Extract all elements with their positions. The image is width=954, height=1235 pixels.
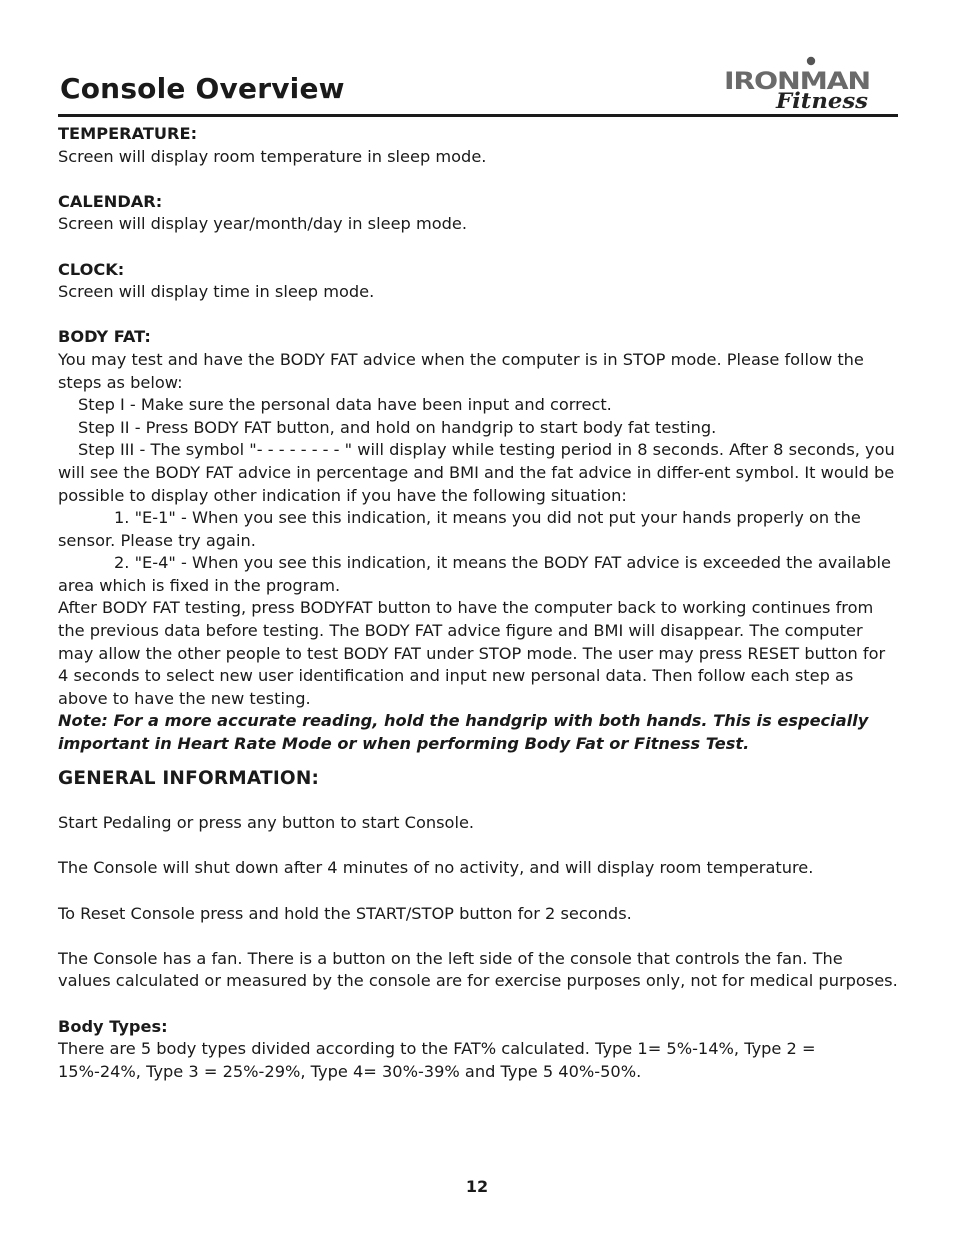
body-fat-item-e1: 1. "E-1" - When you see this indication, it means you did not put your hands properly on the sensor. Please try again.	[58, 508, 861, 550]
body-fat-heading: BODY FAT:	[58, 327, 151, 347]
body-fat-step-3: Step III - The symbol "- - - - - - - - " will display while testing period in 8 seconds. After 8 seconds, you will see the BODY FAT advice in percentage and BMI and the fat advice in differ-ent symbol. It would be possible to display other indication if you have the following situation:	[58, 440, 895, 505]
temperature-text: Screen will display room temperature in sleep mode.	[58, 146, 487, 166]
page-number: 12	[465, 1177, 489, 1196]
temperature-heading: TEMPERATURE:	[58, 124, 198, 143]
general-info-p2: The Console will shut down after 4 minutes of no activity, and will display room temperature.	[58, 858, 814, 878]
body-fat-intro: You may test and have the BODY FAT advice when the computer is in STOP mode. Please follow the steps as below:	[58, 349, 864, 392]
body-types-text: There are 5 body types divided according to the FAT% calculated. Type 1= 5%-14%, Type 2 = 15%-24%, Type 3 = 25%-29%, Type 4= 30%-39% and Type 5 40%-50%.	[58, 1039, 816, 1081]
body-fat-item-e4: 2. "E-4" - When you see this indication, it means the BODY FAT advice is exceeded the available area which is fixed in the program.	[58, 553, 891, 595]
general-info-p1: Start Pedaling or press any button to start Console.	[58, 813, 475, 833]
calendar-text: Screen will display year/month/day in sleep mode.	[58, 214, 468, 234]
body-fat-step-1: Step I - Make sure the personal data have been input and correct.	[78, 395, 612, 415]
calendar-heading: CALENDAR:	[58, 191, 163, 211]
page-content	[58, 123, 898, 1083]
general-information-heading: GENERAL INFORMATION:	[58, 767, 320, 789]
clock-text: Screen will display time in sleep mode.	[58, 282, 375, 302]
body-fat-after: After BODY FAT testing, press BODYFAT button to have the computer back to working continues from the previous data before testing. The BODY FAT advice figure and BMI will disappear. The computer may allow the other people to test BODY FAT under STOP mode. The user may press RESET button for 4 seconds to select new user identification and input new personal data. Then follow each step as above to have the new testing.	[58, 598, 886, 708]
page-header	[58, 56, 898, 117]
ironman-fitness-logo	[724, 56, 872, 114]
general-info-p3: To Reset Console press and hold the START/STOP button for 2 seconds.	[58, 903, 632, 923]
general-info-p4: The Console has a fan. There is a button on the left side of the console that controls the fan. The values calculated or measured by the console are for exercise purposes only, not for medical purposes.	[58, 948, 898, 991]
body-types-heading: Body Types:	[58, 1016, 168, 1036]
svg-text:IRONMAN: IRONMAN	[724, 67, 870, 95]
body-fat-note: Note: For a more accurate reading, hold the handgrip with both hands. This is especially important in Heart Rate Mode or when performing Body Fat or Fitness Test.	[58, 711, 869, 754]
page-title: Console Overview	[60, 72, 345, 105]
svg-text:Fitness: Fitness	[774, 88, 869, 113]
body-fat-step-2: Step II - Press BODY FAT button, and hold on handgrip to start body fat testing.	[78, 417, 717, 437]
clock-heading: CLOCK:	[58, 259, 125, 279]
